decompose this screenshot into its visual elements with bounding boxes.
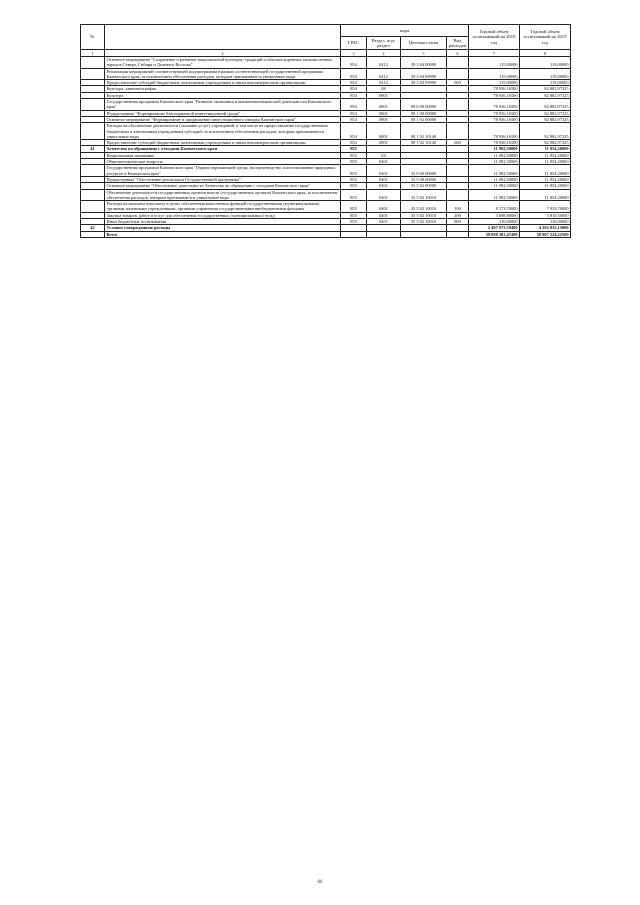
row-name-cell: Подпрограмма "Обеспечение реализации Государственной программы" <box>105 176 341 182</box>
table-row <box>81 165 571 177</box>
column-number-cell: 2 <box>105 50 341 57</box>
row-amount-2019-cell: 4 302 833,15000 <box>520 225 571 231</box>
row-target-article-cell: 08 1 02 10140 <box>401 140 447 146</box>
row-name-cell: Агентство по обращению с отходами Камчатского края <box>105 146 341 152</box>
column-number-cell: 7 <box>469 50 520 57</box>
row-amount-2019-cell: 82 882,97325 <box>520 99 571 111</box>
row-amount-2019-cell: 11 854,20000 <box>520 165 571 177</box>
row-razdel-cell: 08 <box>367 86 401 92</box>
row-name-cell: Общеэкономические вопросы <box>105 159 341 165</box>
row-razdel-cell: 0412 <box>367 80 401 86</box>
row-name-cell: Культура, кинематография <box>105 86 341 92</box>
row-razdel-cell: 0801 <box>367 140 401 146</box>
column-number-cell: 5 <box>401 50 447 57</box>
row-razdel-cell <box>367 231 401 237</box>
row-expense-type-cell: 800 <box>447 219 469 225</box>
header-number: № <box>81 25 105 50</box>
table-row <box>81 189 571 201</box>
row-grbs-cell: 855 <box>341 189 367 201</box>
row-razdel-cell: 0401 <box>367 189 401 201</box>
row-amount-2019-cell: 119,00000 <box>520 80 571 86</box>
row-target-article-cell: 08 0 00 00000 <box>401 99 447 111</box>
row-amount-2018-cell: 78 936,16500 <box>469 140 520 146</box>
table-row <box>81 231 571 237</box>
row-grbs-cell: 855 <box>341 146 367 152</box>
row-name-cell: Культура <box>105 92 341 98</box>
row-target-article-cell: 35 5 02 10010 <box>401 189 447 201</box>
row-name-cell: Основное мероприятие "Обеспечение деятельности Агентства по обращению с отходами Камчатского края" <box>105 183 341 189</box>
row-grbs-cell: 855 <box>341 212 367 218</box>
row-amount-2019-cell: 7 933,70000 <box>520 201 571 213</box>
row-target-article-cell: 35 5 02 10010 <box>401 201 447 213</box>
row-grbs-cell: 855 <box>341 159 367 165</box>
row-grbs-cell: 854 <box>341 86 367 92</box>
row-grbs-cell: 854 <box>341 57 367 69</box>
row-name-cell: Обеспечение деятельности государственных органов власти (государственных органов) Камчатского края, за исключением обеспечения расходов, которым присваиваются уникальные коды <box>105 189 341 201</box>
row-target-article-cell <box>401 231 447 237</box>
row-razdel-cell: 0801 <box>367 99 401 111</box>
row-expense-type-cell: 100 <box>447 201 469 213</box>
row-grbs-cell: 855 <box>341 183 367 189</box>
row-number-cell <box>81 99 105 111</box>
row-amount-2019-cell: 82 882,97325 <box>520 123 571 140</box>
row-razdel-cell: 0401 <box>367 219 401 225</box>
row-target-article-cell: 35 5 00 00000 <box>401 176 447 182</box>
header-codes: коды <box>341 25 469 37</box>
row-amount-2019-cell: 119,00000 <box>520 57 571 69</box>
row-grbs-cell: 854 <box>341 92 367 98</box>
row-number-cell <box>81 123 105 140</box>
row-amount-2019-cell: 59 907 224,22500 <box>520 231 571 237</box>
row-razdel-cell: 0401 <box>367 159 401 165</box>
row-name-cell: Закупка товаров, работ и услуг для обеспечения государственных (муниципальных) нужд <box>105 212 341 218</box>
row-razdel-cell: 0401 <box>367 183 401 189</box>
row-expense-type-cell: 600 <box>447 140 469 146</box>
column-number-cell: 1 <box>81 50 105 57</box>
row-grbs-cell: 854 <box>341 110 367 116</box>
row-amount-2018-cell: 2 497 973,58400 <box>469 225 520 231</box>
row-expense-type-cell <box>447 68 469 80</box>
row-amount-2018-cell: 78 936,16500 <box>469 123 520 140</box>
table-row <box>81 99 571 111</box>
row-number-cell <box>81 57 105 69</box>
row-target-article-cell: 35 5 02 10010 <box>401 219 447 225</box>
row-grbs-cell: 854 <box>341 68 367 80</box>
row-number-cell: 42 <box>81 225 105 231</box>
row-expense-type-cell <box>447 165 469 177</box>
row-number-cell <box>81 201 105 213</box>
budget-table-sheet <box>80 24 570 238</box>
row-razdel-cell: 0401 <box>367 176 401 182</box>
page-number: 66 <box>317 880 323 885</box>
row-expense-type-cell <box>447 99 469 111</box>
row-expense-type-cell <box>447 123 469 140</box>
row-amount-2019-cell: 11 854,20000 <box>520 159 571 165</box>
header-razdel: Раздел, под-раздел <box>367 37 401 50</box>
row-amount-2018-cell: 8 173,70000 <box>469 201 520 213</box>
row-expense-type-cell <box>447 57 469 69</box>
row-target-article-cell: 08 1 02 00000 <box>401 116 447 122</box>
row-target-article-cell: 39 3 04 00000 <box>401 57 447 69</box>
row-amount-2018-cell: 3 698,80000 <box>469 212 520 218</box>
table-row <box>81 123 571 140</box>
row-razdel-cell: 0401 <box>367 201 401 213</box>
header-expense-type: Вид расходов <box>447 37 469 50</box>
row-number-cell <box>81 68 105 80</box>
table-body <box>81 57 571 238</box>
row-name-cell: Подпрограмма "Формирование благоприятной инвестиционной среды" <box>105 110 341 116</box>
row-name-cell: Государственная программа Камчатского края "Развитие экономики и внешнеэкономической деятельности Камчатского края" <box>105 99 341 111</box>
row-name-cell: Иные бюджетные ассигнования <box>105 219 341 225</box>
row-amount-2018-cell: 11 982,50000 <box>469 152 520 158</box>
row-amount-2019-cell: 11 854,20000 <box>520 176 571 182</box>
column-number-cell: 8 <box>520 50 571 57</box>
header-year-2018: Годовой объем ассигнований на 2018 год <box>469 25 520 50</box>
row-amount-2018-cell: 11 982,50000 <box>469 189 520 201</box>
row-target-article-cell: 08 1 00 00000 <box>401 110 447 116</box>
row-expense-type-cell: 200 <box>447 212 469 218</box>
row-amount-2018-cell: 11 982,50000 <box>469 176 520 182</box>
row-target-article-cell: 39 3 04 09990 <box>401 68 447 80</box>
row-razdel-cell: 0401 <box>367 212 401 218</box>
row-razdel-cell: 04 <box>367 152 401 158</box>
row-amount-2019-cell: 11 854,20000 <box>520 152 571 158</box>
row-razdel-cell: 0801 <box>367 110 401 116</box>
row-name-cell: Условно утвержденные расходы <box>105 225 341 231</box>
row-name-cell: Реализация мероприятий соответствующей подпрограммы в рамках соответствующей государственной программы Камчатского края, за исключением обеспечения расходов, которым присваиваются уникальные коды <box>105 68 341 80</box>
row-grbs-cell: 855 <box>341 152 367 158</box>
header-name <box>105 25 341 50</box>
row-grbs-cell: 854 <box>341 99 367 111</box>
row-razdel-cell: 0412 <box>367 57 401 69</box>
row-amount-2018-cell: 11 982,50000 <box>469 146 520 152</box>
row-amount-2019-cell: 82 882,97325 <box>520 110 571 116</box>
header-grbs: ГРБС <box>341 37 367 50</box>
row-number-cell <box>81 231 105 237</box>
row-expense-type-cell <box>447 231 469 237</box>
row-target-article-cell: 35 5 02 10010 <box>401 212 447 218</box>
row-amount-2018-cell: 115,00000 <box>469 68 520 80</box>
row-name-cell: Расходы на обеспечение деятельности (оказание услуг) учреждений, в том числе на предоставление государственным бюджетным и автономным учреждениям субсидий, за исключением обеспечения расходов, которым присваиваются уникальные коды <box>105 123 341 140</box>
row-grbs-cell: 854 <box>341 80 367 86</box>
row-amount-2018-cell: 11 982,50000 <box>469 159 520 165</box>
row-razdel-cell: 0801 <box>367 116 401 122</box>
row-grbs-cell: 855 <box>341 176 367 182</box>
row-amount-2018-cell: 78 936,16500 <box>469 116 520 122</box>
row-amount-2018-cell: 110,00000 <box>469 219 520 225</box>
row-expense-type-cell <box>447 189 469 201</box>
row-amount-2019-cell: 82 882,97325 <box>520 86 571 92</box>
row-number-cell <box>81 189 105 201</box>
row-amount-2018-cell: 115,00000 <box>469 57 520 69</box>
header-target-article: Целевая статья <box>401 37 447 50</box>
column-number-cell: 4 <box>367 50 401 57</box>
row-name-cell: Основное мероприятие "Сохранение и развитие национальной культуры, традиций и обычаев коренных малочисленных народов Севера, Сибири и Дальнего Востока" <box>105 57 341 69</box>
row-name-cell: Расходы на выплаты персоналу в целях обеспечения выполнения функций государственными (муниципальными) органами, казенными учреждениями, органами управления государственными внебюджетными фондами <box>105 201 341 213</box>
row-amount-2019-cell: 3 810,50000 <box>520 212 571 218</box>
row-amount-2018-cell: 78 936,16500 <box>469 92 520 98</box>
row-amount-2019-cell: 11 854,20000 <box>520 183 571 189</box>
column-number-row <box>81 50 571 57</box>
row-target-article-cell: 35 5 02 00000 <box>401 183 447 189</box>
row-target-article-cell: 39 3 04 09990 <box>401 80 447 86</box>
row-amount-2019-cell: 11 854,20000 <box>520 146 571 152</box>
row-target-article-cell: 08 1 02 10140 <box>401 123 447 140</box>
row-number-cell: 41 <box>81 146 105 152</box>
row-amount-2018-cell: 11 982,50000 <box>469 183 520 189</box>
row-amount-2018-cell: 11 982,50000 <box>469 165 520 177</box>
row-razdel-cell: 0412 <box>367 68 401 80</box>
row-name-cell: Всего <box>105 231 341 237</box>
budget-table <box>80 24 571 238</box>
row-razdel-cell: 0801 <box>367 123 401 140</box>
row-amount-2018-cell: 59 088 202,47400 <box>469 231 520 237</box>
row-amount-2019-cell: 82 882,97325 <box>520 92 571 98</box>
row-amount-2018-cell: 78 936,16500 <box>469 86 520 92</box>
row-grbs-cell <box>341 231 367 237</box>
table-row <box>81 201 571 213</box>
column-number-cell: 6 <box>447 50 469 57</box>
row-amount-2019-cell: 82 882,97325 <box>520 140 571 146</box>
row-razdel-cell: 0801 <box>367 92 401 98</box>
row-grbs-cell: 855 <box>341 165 367 177</box>
row-amount-2019-cell: 119,00000 <box>520 68 571 80</box>
row-name-cell: Основное мероприятие "Формирование и продвижение инвестиционного имиджа Камчатского края" <box>105 116 341 122</box>
row-grbs-cell: 854 <box>341 140 367 146</box>
row-grbs-cell: 855 <box>341 219 367 225</box>
row-number-cell <box>81 165 105 177</box>
row-expense-type-cell: 600 <box>447 80 469 86</box>
row-grbs-cell: 854 <box>341 123 367 140</box>
row-name-cell: Национальная экономика <box>105 152 341 158</box>
row-amount-2018-cell: 78 936,16500 <box>469 99 520 111</box>
row-grbs-cell: 854 <box>341 116 367 122</box>
row-name-cell: Государственная программа Камчатского края "Охрана окружающей среды, воспроизводство и использование природных ресурсов в Камчатском крае" <box>105 165 341 177</box>
row-name-cell: Предоставление субсидий бюджетным, автономным учреждениям и иным некоммерческим организациям <box>105 140 341 146</box>
table-row <box>81 57 571 69</box>
row-name-cell: Предоставление субсидий бюджетным, автономным учреждениям и иным некоммерческим организациям <box>105 80 341 86</box>
row-grbs-cell: 855 <box>341 201 367 213</box>
header-year-2019: Годовой объем ассигнований на 2019 год <box>520 25 571 50</box>
row-target-article-cell: 35 0 00 00000 <box>401 165 447 177</box>
table-row <box>81 68 571 80</box>
row-amount-2018-cell: 78 936,16500 <box>469 110 520 116</box>
row-amount-2019-cell: 110,00000 <box>520 219 571 225</box>
row-amount-2018-cell: 115,00000 <box>469 80 520 86</box>
row-razdel-cell: 0401 <box>367 165 401 177</box>
column-number-cell: 3 <box>341 50 367 57</box>
row-amount-2019-cell: 11 854,20000 <box>520 189 571 201</box>
row-amount-2019-cell: 82 882,97325 <box>520 116 571 122</box>
